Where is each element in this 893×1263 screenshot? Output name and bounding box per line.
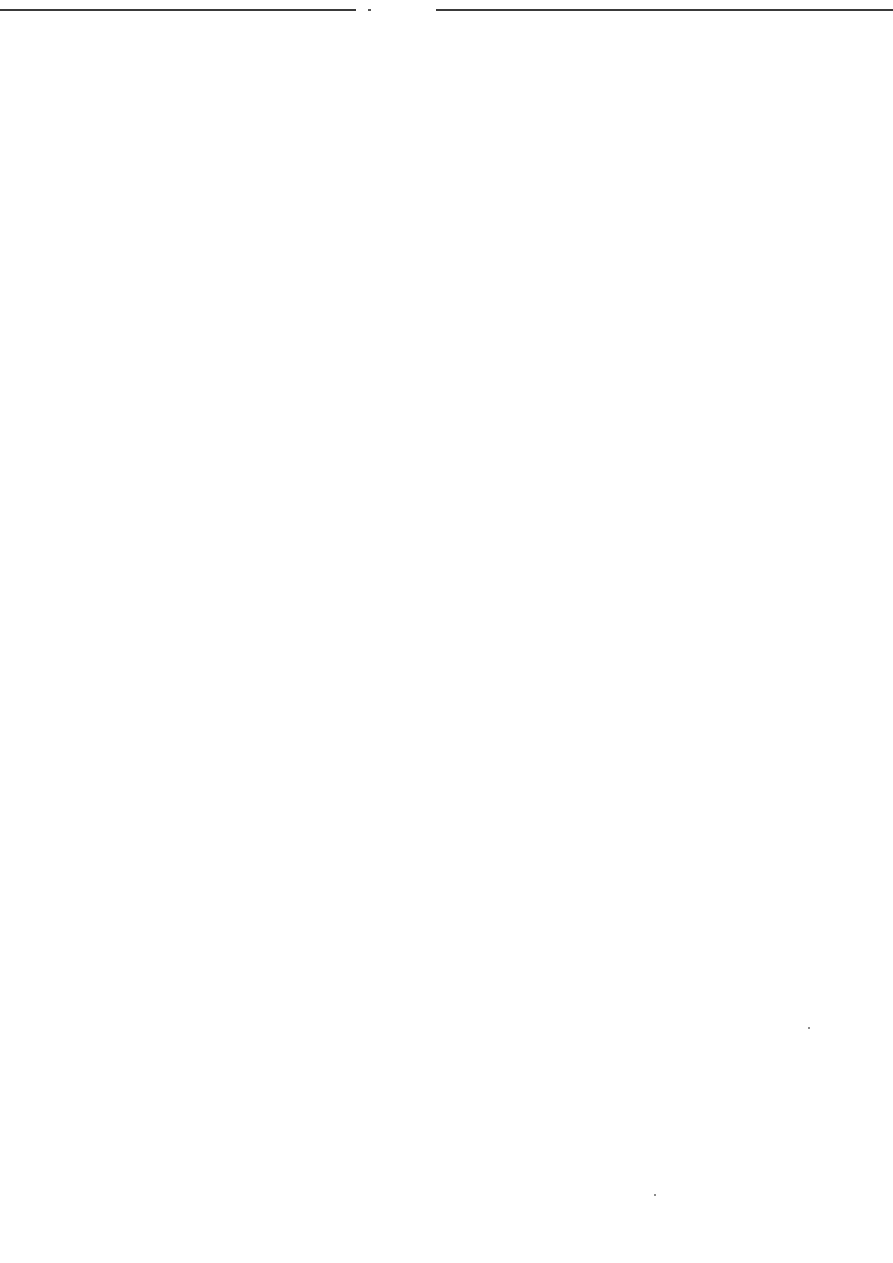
- header-rule-right: [436, 9, 893, 11]
- header-rule-left: [0, 9, 356, 11]
- scan-speck: [654, 1194, 656, 1196]
- header-rule-dot: [368, 9, 371, 11]
- scan-speck: [808, 1027, 810, 1029]
